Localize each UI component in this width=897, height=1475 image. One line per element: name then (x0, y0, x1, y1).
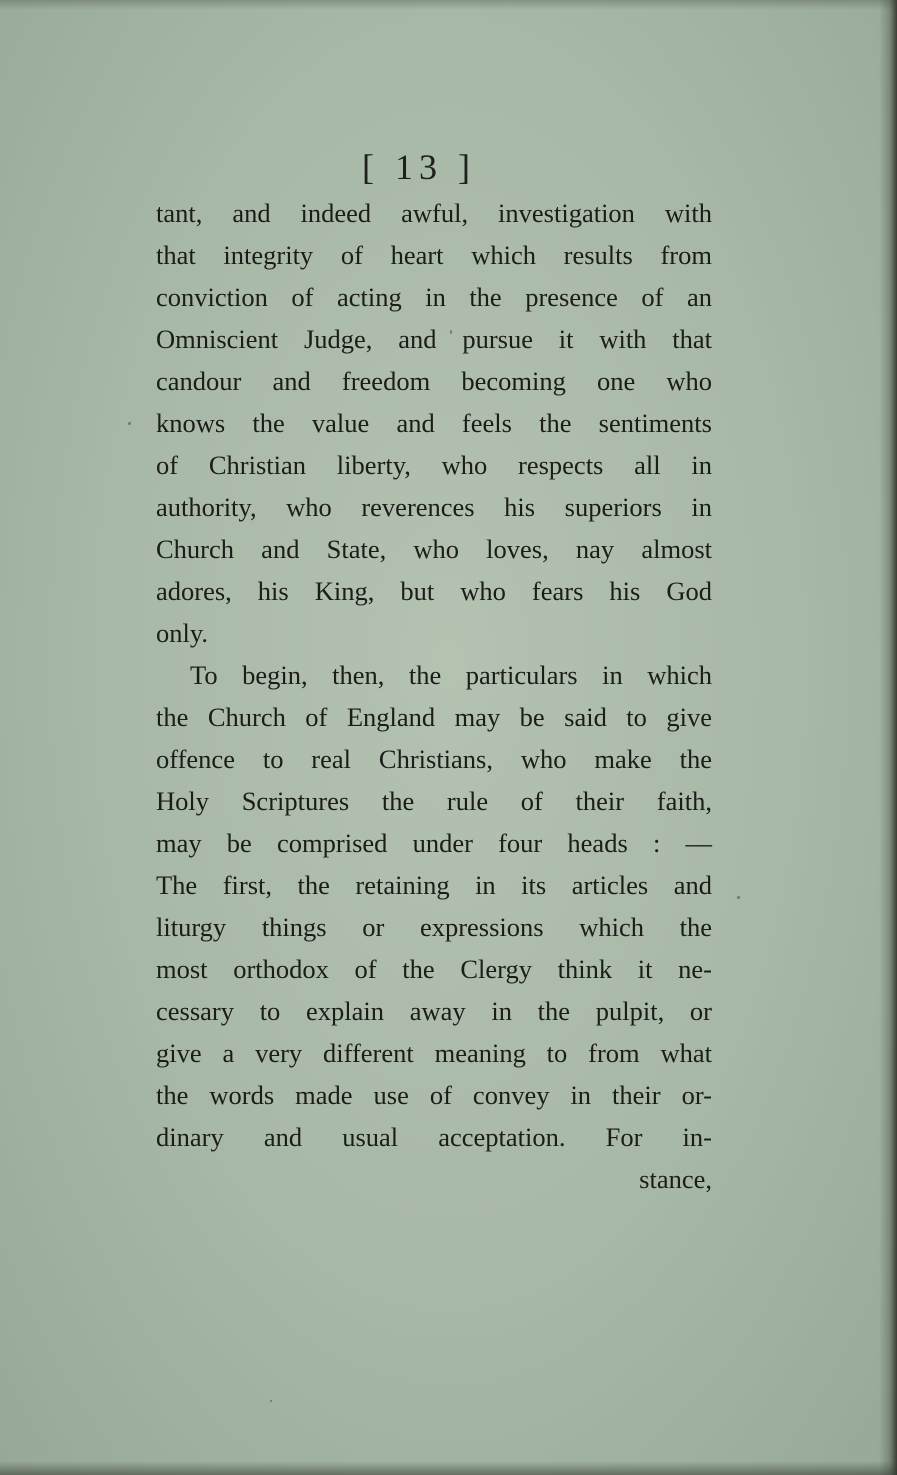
text-line: give a very different meaning to from what (156, 1038, 712, 1068)
paper-speck (270, 1400, 272, 1402)
text-line: authority, who reverences his superiors in (156, 492, 712, 522)
text-line: Church and State, who loves, nay almost (156, 534, 712, 564)
text-line: conviction of acting in the presence of an (156, 282, 712, 312)
text-line: may be comprised under four heads : — (156, 828, 712, 858)
text-line: only. (156, 618, 209, 648)
text-line: liturgy things or expressions which the (156, 912, 712, 942)
text-line: dinary and usual acceptation. For in- (156, 1122, 712, 1152)
catchword: stance, (639, 1164, 712, 1194)
text-line: tant, and indeed awful, investigation with (156, 198, 712, 228)
text-line: the Church of England may be said to give (156, 702, 712, 732)
text-line: Omniscient Judge, and pursue it with that (156, 324, 712, 354)
page-top-shadow (0, 0, 897, 10)
text-line: the words made use of convey in their or- (156, 1080, 712, 1110)
paper-speck (737, 896, 740, 899)
paragraph-start-line: To begin, then, the particulars in which (190, 660, 712, 690)
text-line: most orthodox of the Clergy think it ne- (156, 954, 712, 984)
page-gutter-shadow (879, 0, 897, 1475)
text-line: that integrity of heart which results from (156, 240, 712, 270)
page-number-header: [ 13 ] (362, 147, 476, 187)
text-line: offence to real Christians, who make the (156, 744, 712, 774)
text-line: adores, his King, but who fears his God (156, 576, 712, 606)
text-line: The first, the retaining in its articles and (156, 870, 712, 900)
text-line: knows the value and feels the sentiments (156, 408, 712, 438)
text-line: Holy Scriptures the rule of their faith, (156, 786, 712, 816)
page-bottom-shadow (0, 1461, 897, 1475)
text-line: of Christian liberty, who respects all in (156, 450, 712, 480)
body-text (156, 192, 712, 1200)
text-line: cessary to explain away in the pulpit, or (156, 996, 712, 1026)
text-line: candour and freedom becoming one who (156, 366, 712, 396)
paper-speck (128, 422, 131, 425)
